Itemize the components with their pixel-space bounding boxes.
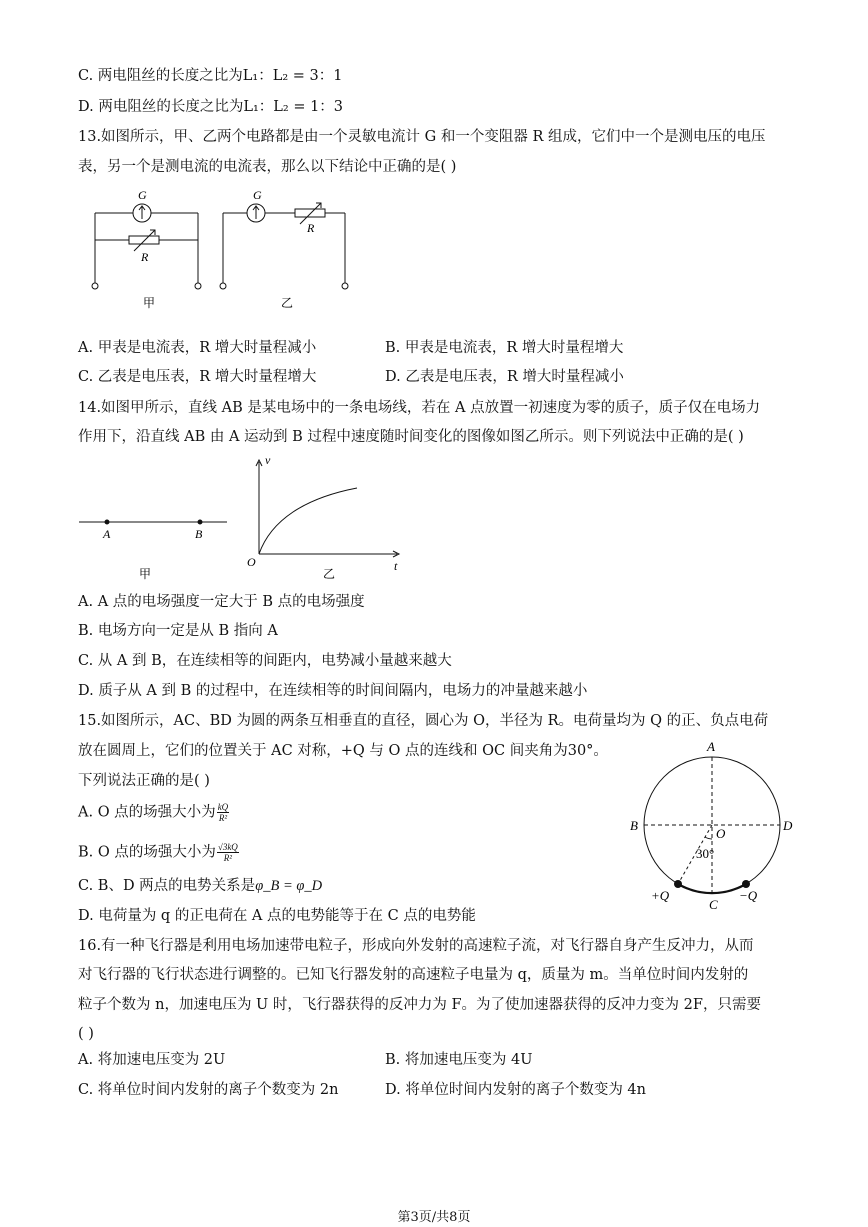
q13-stem-line2: 表，另一个是测电流的电流表，那么以下结论中正确的是( ) — [78, 159, 457, 175]
label-A: A — [707, 739, 715, 754]
q15-stem-line1: 15.如图所示，AC、BD 为圆的两条互相垂直的直径，圆心为 O，半径为 R。电荷量均为 Q 的正、负点电荷 — [78, 713, 769, 729]
q13-stem-line1: 13.如图所示，甲、乙两个电路都是由一个灵敏电流计 G 和一个变阻器 R 组成，它们中一个是测电压的电压 — [78, 129, 766, 145]
q14-option-c: C. 从 A 到 B，在连续相等的间距内，电势减小量越来越大 — [78, 653, 452, 669]
label-G-yi: G — [253, 188, 262, 202]
q14-stem-line1: 14.如图甲所示，直线 AB 是某电场中的一条电场线，若在 A 点放置一初速度为零的质子，质子仅在电场力 — [78, 400, 761, 416]
axis-t-label: t — [394, 559, 398, 573]
caption-yi: 乙 — [323, 567, 336, 581]
label-angle: 30° — [696, 846, 715, 861]
page-footer: 第3页/共8页 — [397, 1210, 471, 1225]
label-R-yi: R — [307, 221, 315, 235]
charge-positive — [674, 880, 682, 888]
circuit-yi — [220, 203, 348, 289]
caption-yi: 乙 — [281, 296, 294, 310]
q12-option-c: C. 两电阻丝的长度之比为L₁：L₂ = 3：1 — [78, 68, 343, 84]
q14-stem-line2: 作用下，沿直线 AB 由 A 运动到 B 过程中速度随时间变化的图像如图乙所示。则下列说法中正确的是( ) — [78, 429, 744, 445]
q16-option-b: B. 将加速电压变为 4U — [385, 1052, 533, 1068]
axis-v-label: v — [265, 453, 271, 467]
label-B: B — [630, 818, 638, 833]
q13-option-c: C. 乙表是电压表，R 增大时量程增大 — [78, 369, 317, 385]
q16-option-c: C. 将单位时间内发射的离子个数变为 2n — [78, 1082, 339, 1098]
label-minusQ: −Q — [739, 888, 758, 903]
q16-stem-line4: ( ) — [78, 1026, 94, 1042]
q15-option-a: A. O 点的场强大小为 $\frac{kQ}{\text{R²}}$ — [78, 802, 229, 823]
q14-option-d: D. 质子从 A 到 B 的过程中，在连续相等的时间间隔内，电场力的冲量越来越小 — [78, 683, 588, 699]
circuit-jia — [92, 204, 201, 289]
caption-jia: 甲 — [143, 296, 156, 310]
q16-option-d: D. 将单位时间内发射的离子个数变为 4n — [385, 1082, 646, 1098]
label-O: O — [716, 826, 726, 841]
q13-option-d: D. 乙表是电压表，R 增大时量程减小 — [385, 369, 624, 385]
origin-label: O — [247, 555, 256, 569]
label-plusQ: +Q — [651, 888, 670, 903]
q13-option-b: B. 甲表是电流表，R 增大时量程增大 — [385, 340, 624, 356]
label-R-jia: R — [141, 250, 149, 264]
q14-figure — [75, 450, 415, 585]
q16-stem-line2: 对飞行器的飞行状态进行调整的。已知飞行器发射的高速粒子电量为 q，质量为 m。当单位时间内发射的 — [78, 967, 749, 983]
caption-jia: 甲 — [139, 567, 152, 581]
q16-stem-line1: 16.有一种飞行器是利用电场加速带电粒子，形成向外发射的高速粒子流，对飞行器自身产生反冲力，从而 — [78, 938, 754, 954]
q15-circle-figure — [625, 737, 793, 915]
q15-option-d: D. 电荷量为 q 的正电荷在 A 点的电势能等于在 C 点的电势能 — [78, 908, 476, 924]
q13-option-a: A. 甲表是电流表，R 增大时量程减小 — [78, 340, 317, 356]
point-B-label: B — [195, 527, 203, 541]
q16-option-a: A. 将加速电压变为 2U — [78, 1052, 226, 1068]
point-A-label: A — [103, 527, 111, 541]
q14-option-b: B. 电场方向一定是从 B 指向 A — [78, 623, 278, 639]
q15-stem-line2: 放在圆周上，它们的位置关于 AC 对称，+Q 与 O 点的连线和 OC 间夹角为30°。 — [78, 743, 608, 759]
label-G-jia: G — [138, 188, 147, 202]
q15-option-c: C. B、D 两点的电势关系是φ_B = φ_D — [78, 878, 323, 894]
label-D: D — [783, 818, 793, 833]
q15-stem-line3: 下列说法正确的是( ) — [78, 773, 210, 789]
q12-option-d: D. 两电阻丝的长度之比为L₁：L₂ = 1：3 — [78, 99, 344, 115]
charge-negative — [742, 880, 750, 888]
q15-option-b: B. O 点的场强大小为 $\frac{√3kQ}{\text{R²}}$ — [78, 842, 238, 863]
q14-option-a: A. A 点的电场强度一定大于 B 点的电场强度 — [78, 594, 365, 610]
label-C: C — [709, 897, 718, 912]
q13-circuit-figure — [85, 185, 365, 315]
q16-stem-line3: 粒子个数为 n，加速电压为 U 时，飞行器获得的反冲力为 F。为了使加速器获得的反冲力变为 2F，只需要 — [78, 997, 761, 1013]
